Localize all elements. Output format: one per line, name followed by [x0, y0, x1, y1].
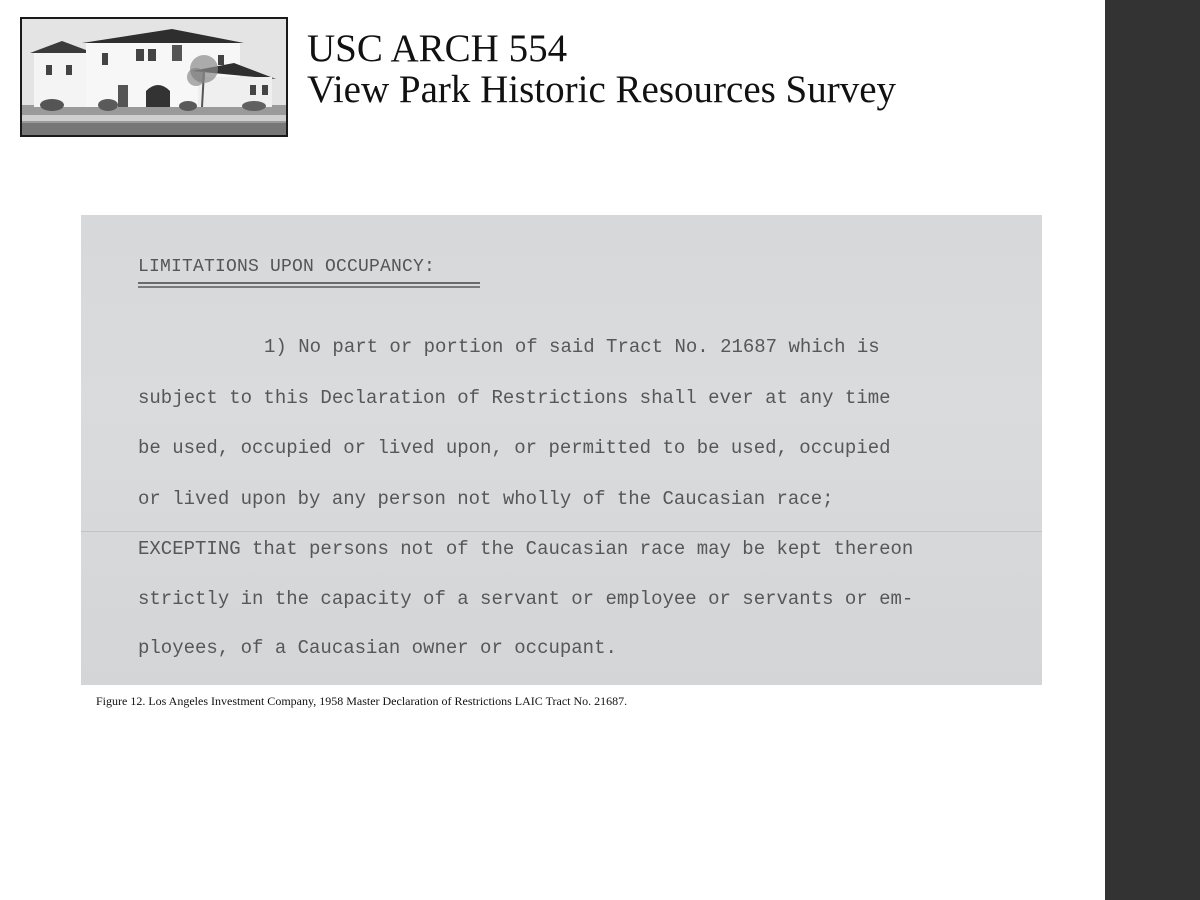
document-line: subject to this Declaration of Restrictions shall ever at any time: [138, 387, 891, 409]
scan-fold-line: [81, 531, 1042, 532]
slide-title: [307, 28, 896, 110]
survey-title: View Park Historic Resources Survey: [307, 68, 897, 111]
document-line: strictly in the capacity of a servant or employee or servants or em-: [138, 588, 914, 610]
house-photo: [20, 17, 288, 137]
document-line: 1) No part or portion of said Tract No. 21687 which is: [264, 336, 880, 358]
document-line: or lived upon by any person not wholly of the Caucasian race;: [138, 488, 834, 510]
figure-caption: Figure 12. Los Angeles Investment Company, 1958 Master Declaration of Restrictions LAIC Tract No. 21687.: [96, 694, 628, 708]
document-heading: LIMITATIONS UPON OCCUPANCY:: [138, 257, 436, 277]
document-line: be used, occupied or lived upon, or permitted to be used, occupied: [138, 437, 891, 459]
course-title: USC ARCH 554: [307, 27, 568, 70]
document-line: ployees, of a Caucasian owner or occupant.: [138, 637, 617, 659]
right-sidebar: [1105, 0, 1200, 900]
document-line: EXCEPTING that persons not of the Caucasian race may be kept thereon: [138, 538, 914, 560]
heading-underline: [138, 282, 480, 288]
document-scan: [81, 215, 1042, 685]
house-photo-icon: [22, 19, 286, 135]
